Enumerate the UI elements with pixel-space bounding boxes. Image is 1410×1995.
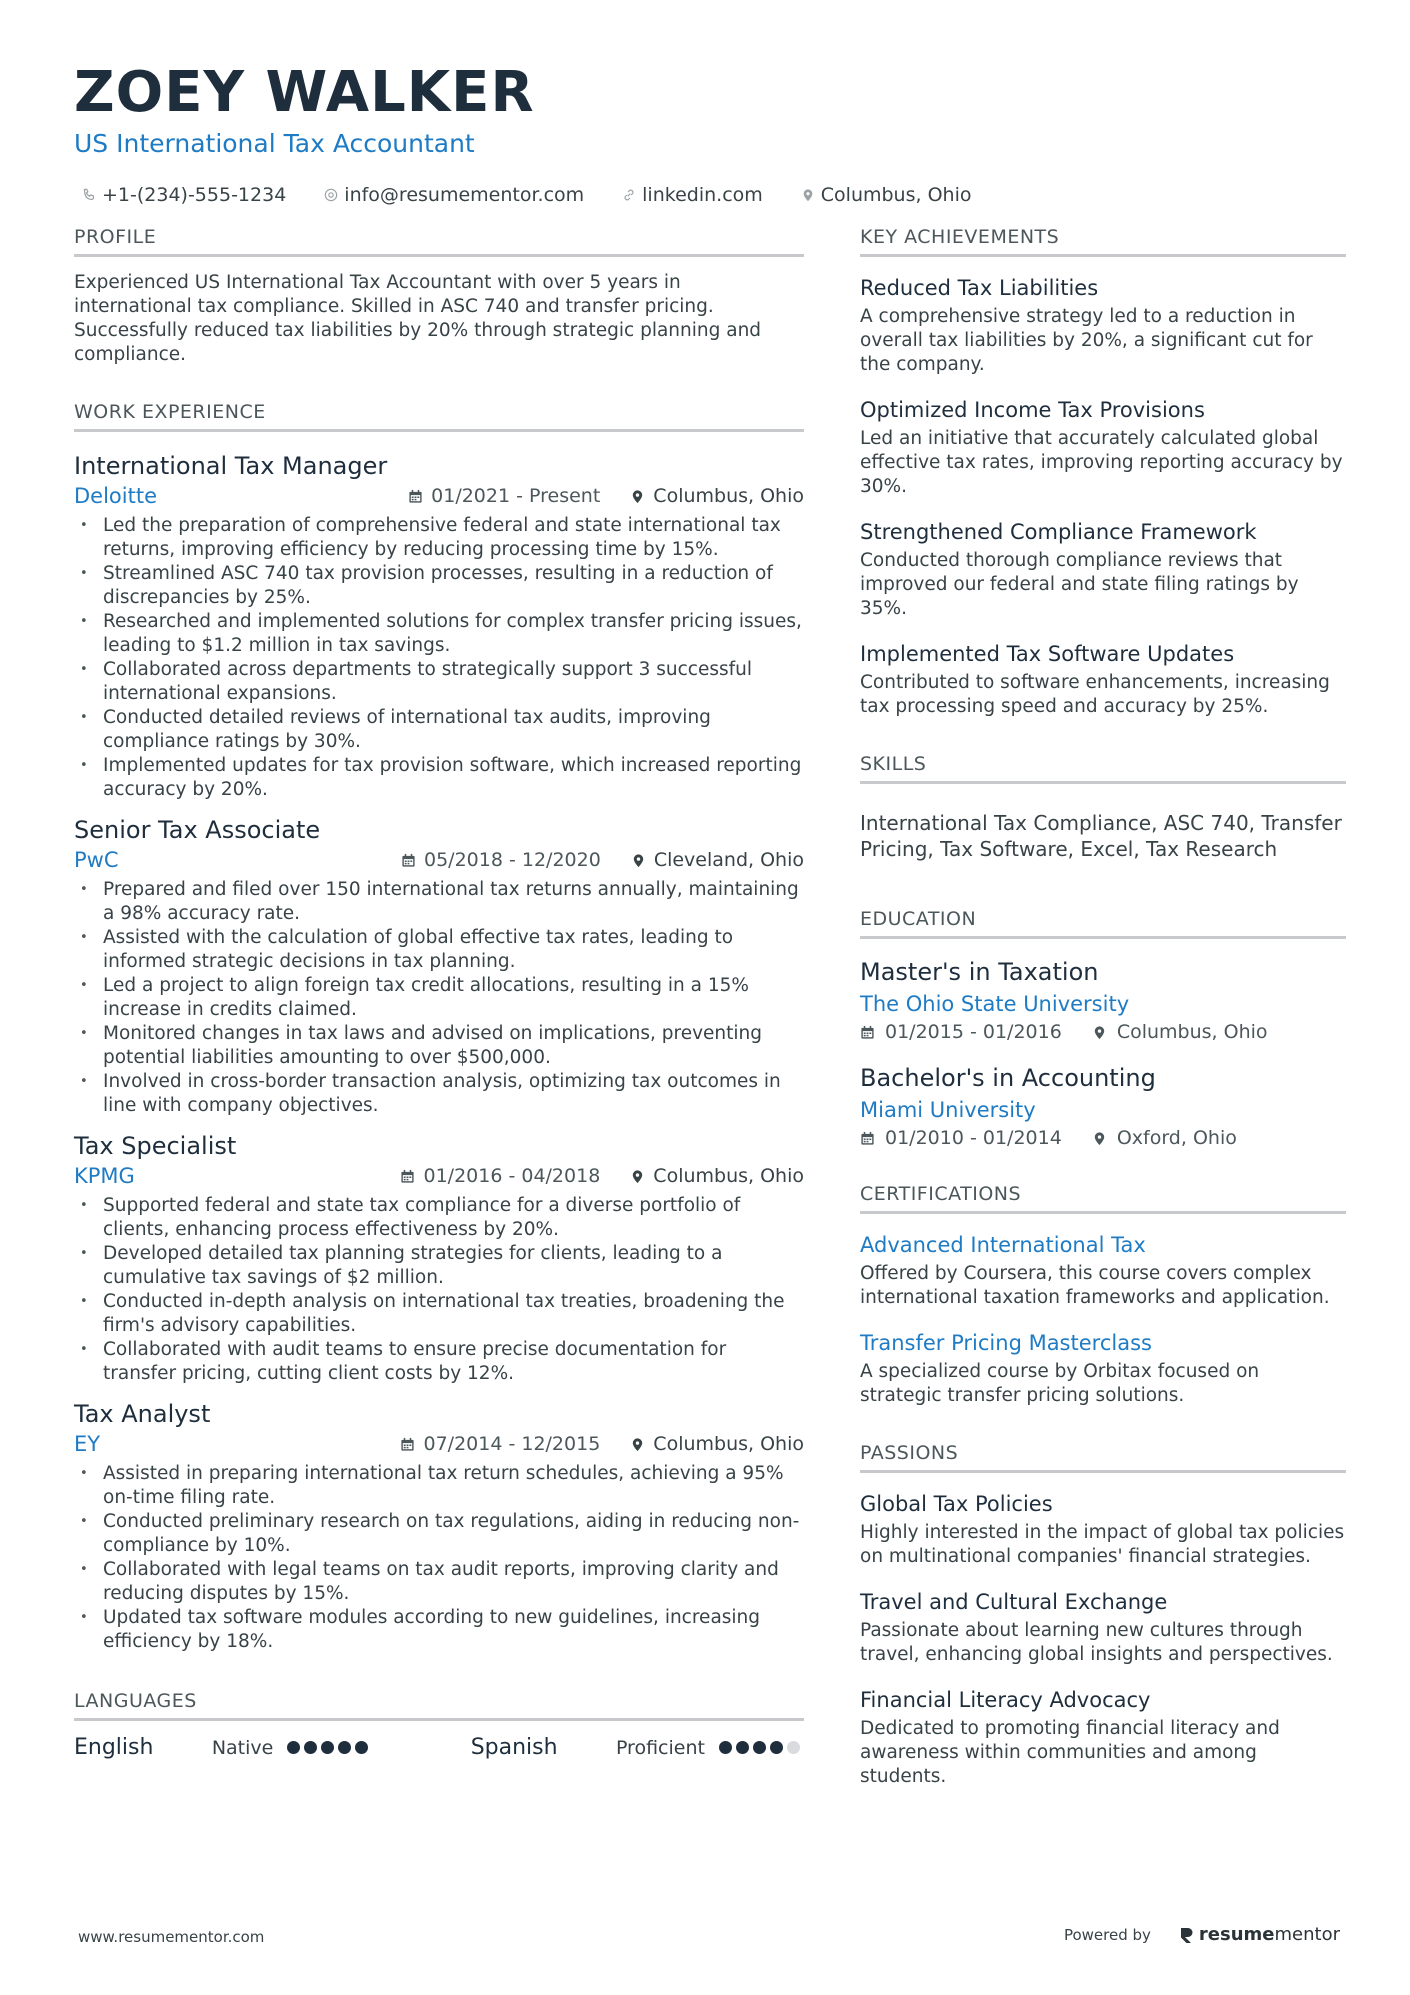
rating-dot (321, 1741, 334, 1754)
job-location: Cleveland, Ohio (653, 849, 804, 871)
job-dates: 01/2021 - Present (431, 485, 601, 507)
languages-section (74, 1690, 804, 1760)
job-title: US International Tax Accountant (74, 129, 475, 158)
job-dates: 01/2016 - 04/2018 (423, 1165, 601, 1187)
certifications-heading: CERTIFICATIONS (860, 1183, 1346, 1214)
right-column (860, 226, 1346, 1807)
achievement-item (860, 639, 1346, 719)
education-school: Miami University (860, 1098, 1036, 1122)
rating-dot (355, 1741, 368, 1754)
experience-heading: WORK EXPERIENCE (74, 401, 804, 432)
job-company: Deloitte (74, 484, 157, 508)
passion-item (860, 1587, 1346, 1667)
location-pin-icon (1092, 1131, 1107, 1146)
education-degree: Bachelor's in Accounting (860, 1064, 1156, 1092)
passion-text: Highly interested in the impact of global tax policies on multinational companies' financial strategies. (860, 1522, 1345, 1567)
calendar-icon (400, 1169, 415, 1184)
rating-dot (736, 1741, 749, 1754)
location-pin-icon (631, 853, 646, 868)
calendar-icon (401, 853, 416, 868)
job-location: Columbus, Ohio (653, 1165, 804, 1187)
contact-linkedin[interactable] (612, 184, 763, 206)
certifications-section (860, 1183, 1346, 1408)
location-pin-icon (1092, 1025, 1107, 1040)
certification-title: Transfer Pricing Masterclass (860, 1331, 1152, 1355)
rating-dot (719, 1741, 732, 1754)
certification-title: Advanced International Tax (860, 1233, 1146, 1257)
education-heading: EDUCATION (860, 908, 1346, 939)
brand-logo[interactable] (1179, 1924, 1340, 1945)
job-location: Columbus, Ohio (653, 1433, 804, 1455)
job-bullet: • Collaborated with legal teams on tax audit reports, improving clarity and reducing disputes by 15%. (74, 1558, 804, 1606)
skills-heading: SKILLS (860, 753, 1346, 784)
location-pin-icon (630, 1437, 645, 1452)
rating-dot (338, 1741, 351, 1754)
rating-dot (287, 1741, 300, 1754)
job-bullet: • Collaborated across departments to strategically support 3 successful international expansions. (74, 658, 804, 706)
at-icon (324, 188, 338, 202)
footer-website[interactable]: www.resumementor.com (78, 1928, 265, 1946)
education-item (860, 1061, 1346, 1149)
education-item (860, 955, 1346, 1043)
education-dates: 01/2010 - 01/2014 (885, 1127, 1062, 1149)
job-bullet: • Assisted in preparing international tax return schedules, achieving a 95% on-time filing rate. (74, 1462, 804, 1510)
language-rating (287, 1741, 372, 1754)
rating-dot (770, 1741, 783, 1754)
job-entry (74, 450, 804, 802)
job-bullet: • Supported federal and state tax compliance for a diverse portfolio of clients, enhancing process effectiveness by 20%. (74, 1194, 804, 1242)
passion-item (860, 1489, 1346, 1569)
job-company: PwC (74, 848, 119, 872)
job-position: Tax Analyst (74, 1400, 211, 1428)
achievement-title: Reduced Tax Liabilities (860, 276, 1099, 300)
job-position: Tax Specialist (74, 1132, 237, 1160)
passion-item (860, 1685, 1346, 1789)
contact-location (791, 184, 972, 206)
left-column (74, 226, 804, 1760)
achievement-text: A comprehensive strategy led to a reduction in overall tax liabilities by 20%, a significant cut for the company. (860, 306, 1313, 375)
language-level: Proficient (615, 1736, 705, 1759)
certification-text: Offered by Coursera, this course covers complex international taxation frameworks and application. (860, 1263, 1330, 1308)
job-bullet: • Led a project to align foreign tax credit allocations, resulting in a 15% increase in credits claimed. (74, 974, 804, 1022)
job-bullet: • Monitored changes in tax laws and advised on implications, preventing potential liabilities amounting to over $500,000. (74, 1022, 804, 1070)
job-bullet: • Updated tax software modules according to new guidelines, increasing efficiency by 18%. (74, 1606, 804, 1654)
achievement-item (860, 395, 1346, 499)
passion-text: Passionate about learning new cultures through travel, enhancing global insights and perspectives. (860, 1620, 1333, 1665)
job-dates: 05/2018 - 12/2020 (424, 849, 601, 871)
calendar-icon (400, 1437, 415, 1452)
achievement-title: Strengthened Compliance Framework (860, 520, 1257, 544)
calendar-icon (408, 489, 423, 504)
job-company: KPMG (74, 1164, 135, 1188)
achievement-text: Led an initiative that accurately calculated global effective tax rates, improving reporting accuracy by 30%. (860, 428, 1343, 497)
languages-heading: LANGUAGES (74, 1690, 804, 1721)
resume-header (74, 58, 1344, 206)
calendar-icon (860, 1025, 875, 1040)
certification-item (860, 1230, 1346, 1310)
phone-text: +1-(234)-555-1234 (102, 184, 287, 206)
job-position: International Tax Manager (74, 452, 388, 480)
job-bullet: • Researched and implemented solutions for complex transfer pricing issues, leading to $1.2 million in tax savings. (74, 610, 804, 658)
job-bullet: • Led the preparation of comprehensive federal and state international tax returns, improving efficiency by reducing processing time by 15%. (74, 514, 804, 562)
job-entry (74, 814, 804, 1118)
achievements-heading: KEY ACHIEVEMENTS (860, 226, 1346, 257)
passion-title: Global Tax Policies (860, 1492, 1053, 1516)
education-location: Columbus, Ohio (1116, 1021, 1268, 1043)
location-text: Columbus, Ohio (820, 184, 972, 206)
job-bullet: • Prepared and filed over 150 international tax returns annually, maintaining a 98% accuracy rate. (74, 878, 804, 926)
education-location: Oxford, Ohio (1116, 1127, 1237, 1149)
passion-text: Dedicated to promoting financial literacy and awareness within communities and among students. (860, 1718, 1280, 1787)
job-bullets (74, 514, 804, 802)
language-name: Spanish (470, 1735, 558, 1760)
job-entry (74, 1130, 804, 1386)
job-bullets (74, 878, 804, 1118)
resumementor-logo-icon (1179, 1926, 1195, 1944)
footer-branding (1064, 1924, 1340, 1945)
experience-section (74, 401, 804, 1654)
job-position: Senior Tax Associate (74, 816, 321, 844)
language-rating (719, 1741, 804, 1754)
job-bullet: • Implemented updates for tax provision software, which increased reporting accuracy by 20%. (74, 754, 804, 802)
profile-section (74, 226, 804, 367)
rating-dot (787, 1741, 800, 1754)
rating-dot (753, 1741, 766, 1754)
achievement-item (860, 273, 1346, 377)
brand-bold: resume (1198, 1924, 1275, 1945)
linkedin-text: linkedin.com (642, 184, 763, 206)
location-pin-icon (801, 188, 815, 202)
job-bullet: • Conducted detailed reviews of international tax audits, improving compliance ratings by 30%. (74, 706, 804, 754)
job-dates: 07/2014 - 12/2015 (423, 1433, 601, 1455)
certification-item (860, 1328, 1346, 1408)
job-bullet: • Conducted preliminary research on tax regulations, aiding in reducing non-compliance by 10%. (74, 1510, 804, 1558)
profile-heading: PROFILE (74, 226, 804, 257)
passion-title: Travel and Cultural Exchange (860, 1590, 1168, 1614)
achievement-item (860, 517, 1346, 621)
location-pin-icon (630, 1169, 645, 1184)
job-bullet: • Involved in cross-border transaction analysis, optimizing tax outcomes in line with company objectives. (74, 1070, 804, 1118)
location-pin-icon (630, 489, 645, 504)
contact-email[interactable] (314, 184, 584, 206)
job-entry (74, 1398, 804, 1654)
email-text: info@resumementor.com (344, 184, 585, 206)
contact-phone (74, 184, 286, 206)
job-company: EY (74, 1432, 101, 1456)
job-bullet: • Developed detailed tax planning strategies for clients, leading to a cumulative tax savings of $2 million. (74, 1242, 804, 1290)
phone-icon (82, 188, 96, 202)
calendar-icon (860, 1131, 875, 1146)
education-school: The Ohio State University (860, 992, 1130, 1016)
skills-section (860, 753, 1346, 862)
job-bullet: • Collaborated with audit teams to ensure precise documentation for transfer pricing, cutting client costs by 12%. (74, 1338, 804, 1386)
job-bullet: • Conducted in-depth analysis on international tax treaties, broadening the firm's advisory capabilities. (74, 1290, 804, 1338)
job-bullet: • Assisted with the calculation of global effective tax rates, leading to informed strategic decisions in tax planning. (74, 926, 804, 974)
powered-by-text: Powered by (1063, 1925, 1151, 1944)
job-bullets (74, 1462, 804, 1654)
language-name: English (74, 1735, 154, 1760)
rating-dot (304, 1741, 317, 1754)
achievement-text: Conducted thorough compliance reviews that improved our federal and state filing ratings by 35%. (860, 550, 1299, 619)
passion-title: Financial Literacy Advocacy (860, 1688, 1151, 1712)
job-location: Columbus, Ohio (653, 485, 804, 507)
passions-section (860, 1442, 1346, 1789)
achievement-title: Optimized Income Tax Provisions (860, 398, 1205, 422)
achievements-section (860, 226, 1346, 719)
brand-thin: mentor (1274, 1924, 1340, 1945)
passions-heading: PASSIONS (860, 1442, 1346, 1473)
education-section (860, 908, 1346, 1149)
certification-text: A specialized course by Orbitax focused on strategic transfer pricing solutions. (860, 1361, 1260, 1406)
job-bullets (74, 1194, 804, 1386)
skills-text: International Tax Compliance, ASC 740, Transfer Pricing, Tax Software, Excel, Tax Research (860, 811, 1342, 861)
job-bullet: • Streamlined ASC 740 tax provision processes, resulting in a reduction of discrepancies by 25%. (74, 562, 804, 610)
achievement-title: Implemented Tax Software Updates (860, 642, 1235, 666)
candidate-name: ZOEY WALKER (74, 60, 535, 125)
achievement-text: Contributed to software enhancements, increasing tax processing speed and accuracy by 25%. (860, 672, 1330, 717)
contact-info (74, 184, 1344, 206)
education-degree: Master's in Taxation (860, 958, 1099, 986)
profile-text: Experienced US International Tax Accountant with over 5 years in international tax compliance. Skilled in ASC 740 and transfer pricing. Successfully reduced tax liabilities by 20% through strategic planning and compliance. (74, 272, 762, 365)
link-icon (622, 188, 636, 202)
education-dates: 01/2015 - 01/2016 (885, 1021, 1062, 1043)
language-level: Native (211, 1736, 274, 1759)
